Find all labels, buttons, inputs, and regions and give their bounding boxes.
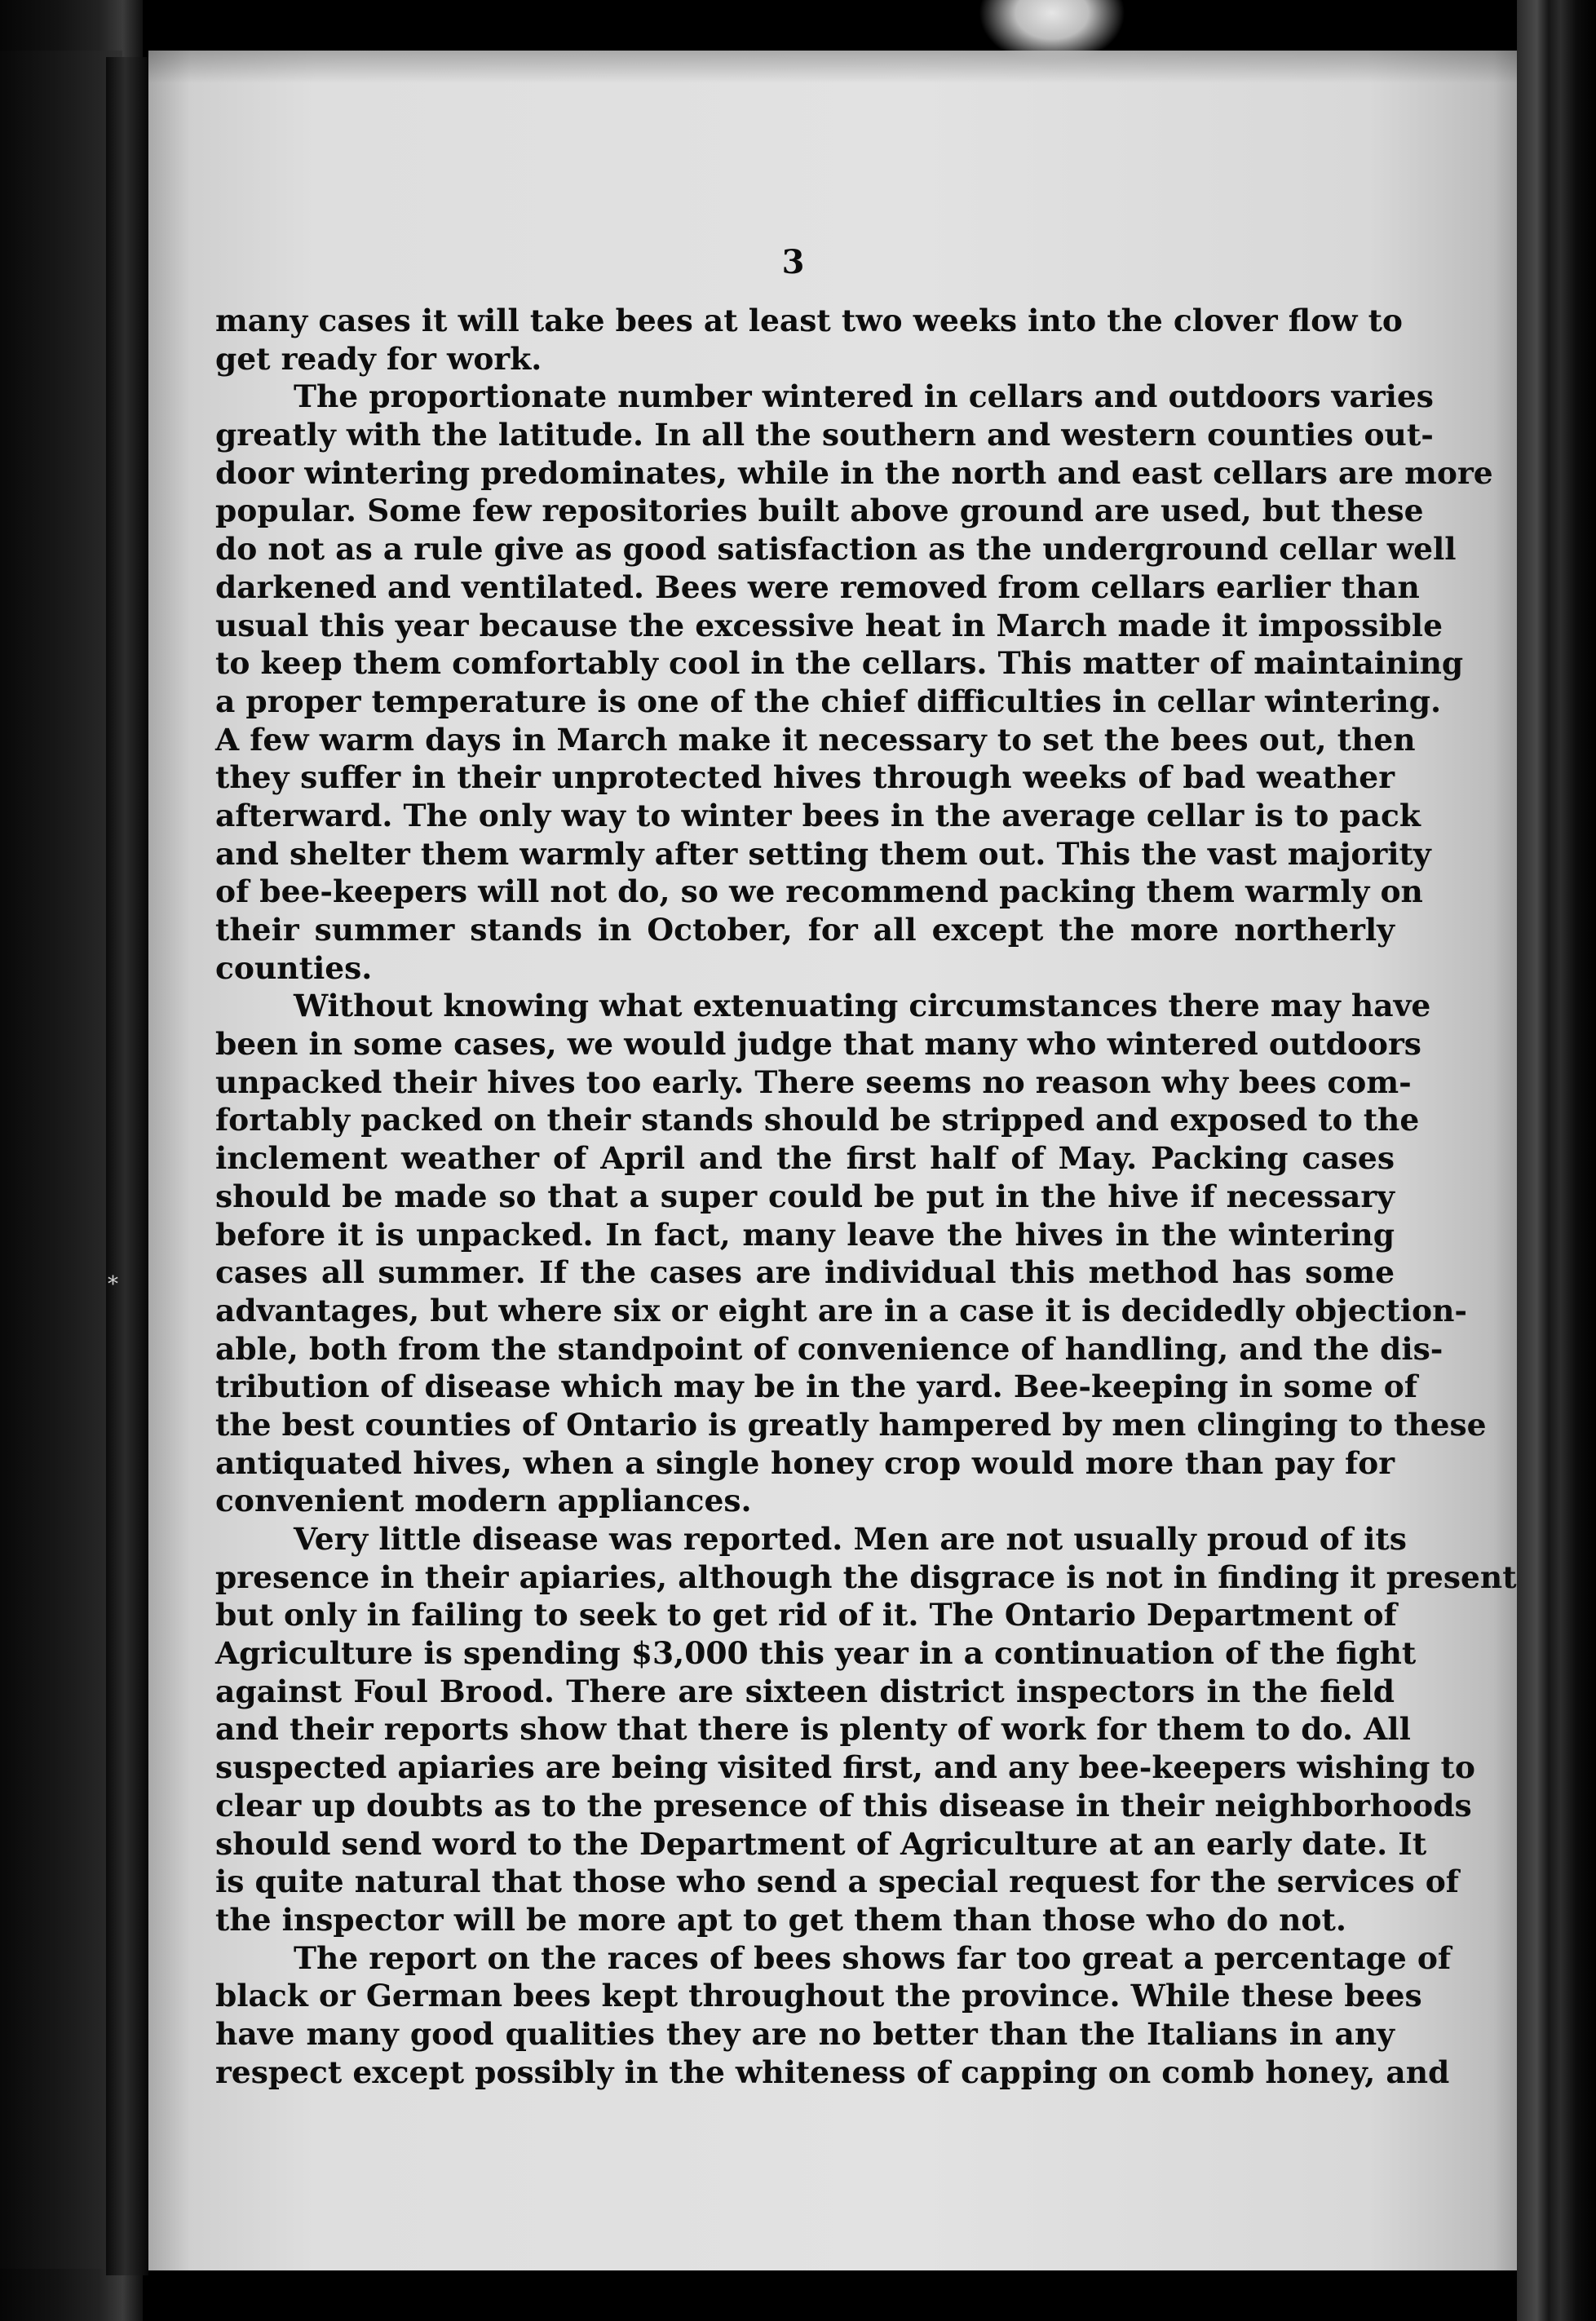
text-line: is quite natural that those who send a special request for the services of: [215, 1863, 1459, 1900]
text-line: black or German bees kept throughout the province. While these bees: [215, 1978, 1422, 2014]
text-line: against Foul Brood. There are sixteen district inspectors in the field: [215, 1673, 1395, 1709]
text-line: respect except possibly in the whiteness of capping on comb honey, and: [215, 2054, 1450, 2090]
book-gutter: [106, 57, 148, 2275]
text-line: convenient modern appliances.: [215, 1483, 752, 1519]
text-line: The proportionate number wintered in cellars and outdoors varies: [294, 378, 1434, 415]
text-line: have many good qualities they are no better than the Italians in any: [215, 2015, 1395, 2052]
paragraph: [215, 1939, 1452, 2092]
text-line: and shelter them warmly after setting them out. This the vast majority: [215, 835, 1431, 872]
text-line: Agriculture is spending $3,000 this year in a continuation of the fight: [215, 1635, 1417, 1672]
torn-paper-spot: [979, 0, 1125, 65]
page-number: 3: [781, 243, 805, 281]
text-line: usual this year because the excessive heat in March made it impossible: [215, 607, 1443, 643]
text-line: A few warm days in March make it necessary to set the bees out, then: [215, 721, 1416, 758]
paragraph: [215, 378, 1493, 987]
text-line: to keep them comfortably cool in the cellars. This matter of maintaining: [215, 645, 1464, 682]
text-line: but only in failing to seek to get rid of it. The Ontario Department of: [215, 1597, 1397, 1634]
text-line: their summer stands in October, for all except the more northerly: [215, 912, 1395, 948]
text-line: been in some cases, we would judge that many who wintered outdoors: [215, 1026, 1421, 1063]
text-line: Without knowing what extenuating circumstances there may have: [294, 988, 1431, 1024]
text-line: greatly with the latitude. In all the southern and western counties out-: [215, 417, 1434, 453]
text-line: a proper temperature is one of the chief difficulties in cellar wintering.: [215, 683, 1442, 719]
text-line: and their reports show that there is plenty of work for them to do. All: [215, 1711, 1411, 1748]
text-line: able, both from the standpoint of convenience of handling, and the dis-: [215, 1330, 1443, 1367]
text-line: should send word to the Department of Agriculture at an early date. It: [215, 1825, 1427, 1862]
text-line: do not as a rule give as good satisfaction as the underground cellar well: [215, 531, 1457, 568]
text-line: advantages, but where six or eight are in a case it is decidedly objection-: [215, 1292, 1468, 1328]
text-line: tribution of disease which may be in the yard. Bee-keeping in some of: [215, 1368, 1417, 1405]
text-line: The report on the races of bees shows far too great a percentage of: [294, 1939, 1452, 1976]
text-line: before it is unpacked. In fact, many leave the hives in the wintering: [215, 1216, 1395, 1253]
paragraph: [215, 1520, 1517, 1939]
body-text: [215, 302, 1517, 2091]
paragraph: [215, 987, 1487, 1520]
text-line: of bee-keepers will not do, so we recommend packing them warmly on: [215, 873, 1423, 910]
text-line: Very little disease was reported. Men are not usually proud of its: [294, 1521, 1407, 1557]
margin-mark: *: [108, 1272, 118, 1297]
text-line: afterward. The only way to winter bees in the average cellar is to pack: [215, 797, 1421, 833]
text-line: cases all summer. If the cases are individual this method has some: [215, 1254, 1395, 1291]
text-line: they suffer in their unprotected hives through weeks of bad weather: [215, 759, 1395, 796]
book-right-edge: [1517, 0, 1596, 2321]
text-line: the inspector will be more apt to get them than those who do not.: [215, 1901, 1346, 1938]
text-line: should be made so that a super could be put in the hive if necessary: [215, 1178, 1395, 1214]
text-line: many cases it will take bees at least two weeks into the clover flow to: [215, 303, 1403, 338]
text-line: unpacked their hives too early. There seems no reason why bees com-: [215, 1063, 1412, 1100]
text-line: darkened and ventilated. Bees were removed from cellars earlier than: [215, 568, 1420, 605]
paragraph: [215, 302, 1403, 378]
text-line: door wintering predominates, while in the north and east cellars are more: [215, 454, 1493, 491]
page-top-shadow: [148, 51, 1535, 83]
text-line: fortably packed on their stands should be stripped and exposed to the: [215, 1102, 1420, 1138]
text-line: popular. Some few repositories built above ground are used, but these: [215, 493, 1424, 529]
text-line: inclement weather of April and the first half of May. Packing cases: [215, 1140, 1395, 1177]
text-line: clear up doubts as to the presence of this disease in their neighborhoods: [215, 1787, 1472, 1824]
previous-page-shadow: [0, 51, 122, 2269]
text-line: suspected apiaries are being visited first, and any bee-keepers wishing to: [215, 1749, 1475, 1786]
text-line: counties.: [215, 949, 373, 986]
text-line: antiquated hives, when a single honey crop would more than pay for: [215, 1444, 1395, 1481]
text-line: get ready for work.: [215, 340, 542, 377]
text-line: the best counties of Ontario is greatly hampered by men clinging to these: [215, 1406, 1487, 1443]
text-line: presence in their apiaries, although the disgrace is not in finding it present: [215, 1558, 1517, 1595]
